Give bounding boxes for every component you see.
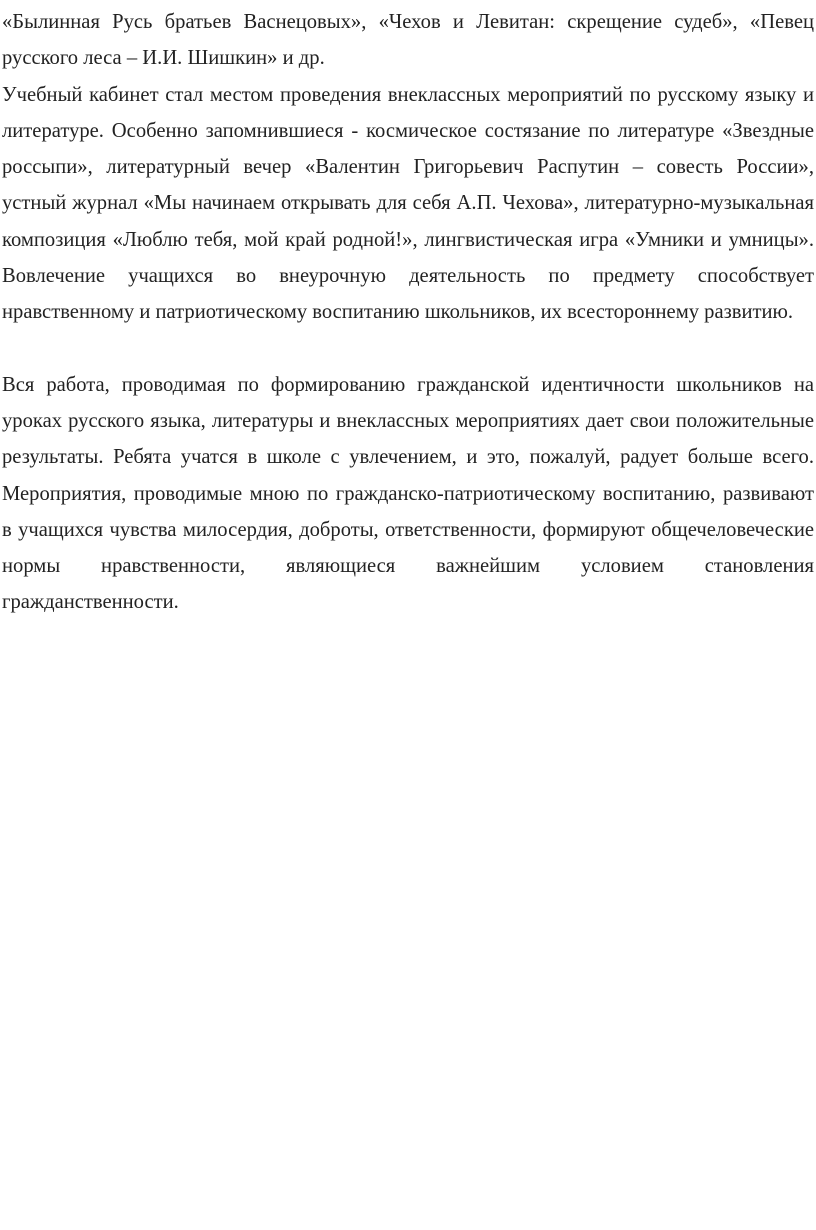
paragraph-art-events-list: «Былинная Русь братьев Васнецовых», «Чехов и Левитан: скрещение судеб», «Певец русского леса – И.И. Шишкин» и др. (2, 11, 814, 70)
paragraph-spacer (2, 331, 814, 367)
paragraph-extracurricular-activities: Учебный кабинет стал местом проведения внеклассных мероприятий по русскому языку и литературе. Особенно запомнившиеся - космическое состязание по литературе «Звездные россыпи», литературный вечер «Валентин Григорьевич Распутин – совесть России», устный журнал «Мы начинаем открывать для себя А.П. Чехова», литературно-музыкальная композиция «Люблю тебя, мой край родной!», лингвистическая игра «Умники и умницы». Вовлечение учащихся во внеурочную деятельность по предмету способствует нравственному и патриотическому воспитанию школьников, их всестороннему развитию. (2, 83, 814, 324)
paragraph-civic-identity-results: Вся работа, проводимая по формированию гражданской идентичности школьников на уроках русского языка, литературы и внеклассных мероприятиях дает свои положительные результаты. Ребята учатся в школе с увлечением, и это, пожалуй, радует больше всего. Мероприятия, проводимые мною по гражданско-патриотическому воспитанию, развивают в учащихся чувства милосердия, доброты, ответственности, формируют общечеловеческие нормы нравственности, являющиеся важнейшим условием становления гражданственности. (2, 373, 814, 614)
